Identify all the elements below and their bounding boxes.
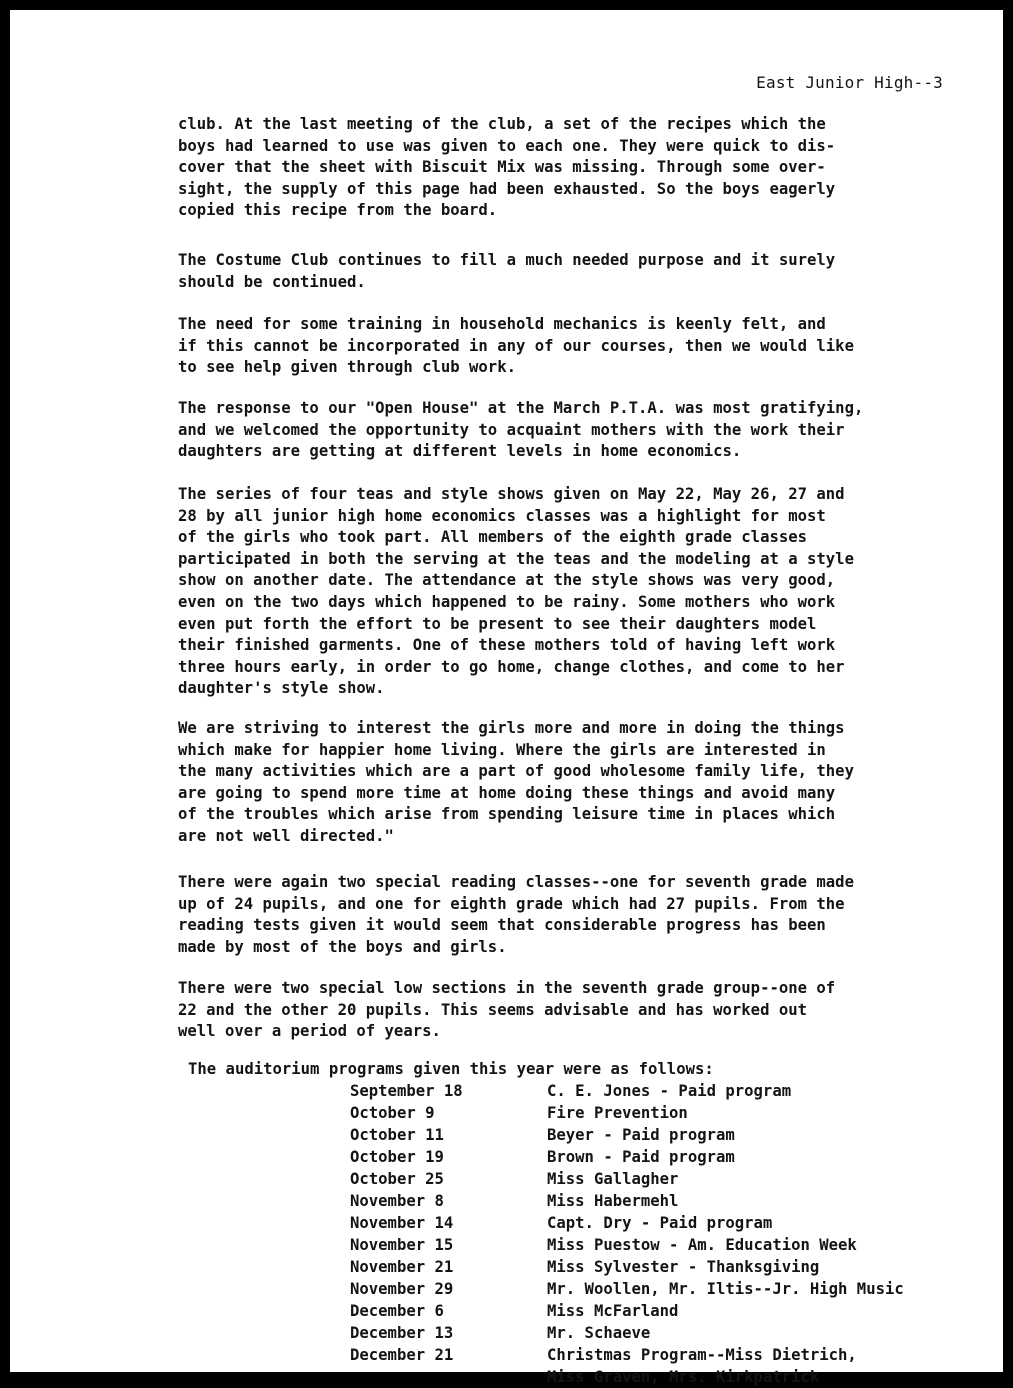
program-date: October 19: [350, 1148, 444, 1166]
program-date: October 11: [350, 1126, 444, 1144]
program-row: [350, 1212, 950, 1234]
program-date: September 18: [350, 1082, 463, 1100]
paragraph-home-living: We are striving to interest the girls more and more in doing the things which make for happier home living. Where the girls are interested in the many activities which are a part of good wholesome family life, they are going to spend more time at home doing these things and avoid many of the troubles which arise from spending leisure time in places which are not well directed.": [178, 719, 854, 845]
program-date: November 29: [350, 1280, 454, 1298]
program-row: [350, 1344, 950, 1386]
program-description: Christmas Program--Miss Dietrich, Miss Graven, Mrs. Kirkpatrick: [547, 1346, 857, 1386]
program-date: October 25: [350, 1170, 444, 1188]
paragraph-open-house: The response to our "Open House" at the March P.T.A. was most gratifying, and we welcomed the opportunity to acquaint mothers with the work their daughters are getting at different levels in home economics.: [178, 399, 864, 461]
paragraph-costume-club: The Costume Club continues to fill a much needed purpose and it surely should be continued.: [178, 251, 836, 291]
program-date: October 9: [350, 1104, 435, 1122]
program-description: Miss Habermehl: [547, 1192, 679, 1210]
program-date: December 13: [350, 1324, 454, 1342]
program-description: Capt. Dry - Paid program: [547, 1214, 773, 1232]
program-row: [350, 1322, 950, 1344]
program-description: Beyer - Paid program: [547, 1126, 735, 1144]
program-row: [350, 1190, 950, 1212]
program-row: [350, 1300, 950, 1322]
program-row: [350, 1146, 950, 1168]
program-row: [350, 1124, 950, 1146]
program-date: November 21: [350, 1258, 454, 1276]
programs-intro: The auditorium programs given this year were as follows:: [188, 1060, 714, 1078]
program-description: Miss Puestow - Am. Education Week: [547, 1236, 857, 1254]
program-date: December 6: [350, 1302, 444, 1320]
program-row: [350, 1102, 950, 1124]
program-row: [350, 1234, 950, 1256]
program-description: Mr. Schaeve: [547, 1324, 651, 1342]
program-date: November 15: [350, 1236, 454, 1254]
program-date: November 14: [350, 1214, 454, 1232]
program-description: C. E. Jones - Paid program: [547, 1082, 792, 1100]
program-row: [350, 1080, 950, 1102]
program-row: [350, 1278, 950, 1300]
program-date: November 8: [350, 1192, 444, 1210]
program-description: Miss Gallagher: [547, 1170, 679, 1188]
program-description: Mr. Woollen, Mr. Iltis--Jr. High Music: [547, 1280, 904, 1298]
program-description: Brown - Paid program: [547, 1148, 735, 1166]
program-row: [350, 1256, 950, 1278]
programs-list: [350, 1080, 950, 1386]
program-row: [350, 1168, 950, 1190]
paragraph-teas-style-shows: The series of four teas and style shows given on May 22, May 26, 27 and 28 by all junior high home economics classes was a highlight for most of the girls who took part. All members of the eighth grade classes participated in both the serving at the teas and the modeling at a style show on another date. The attendance at the style shows was very good, even on the two days which happened to be rainy. Some mothers who work even put forth the effort to be present to see their daughters model their finished garments. One of these mothers told of having left work three hours early, in order to go home, change clothes, and come to her daughter's style show.: [178, 485, 854, 698]
paragraph-reading-classes: There were again two special reading classes--one for seventh grade made up of 24 pupils, and one for eighth grade which had 27 pupils. From the reading tests given it would seem that considerable progress has been made by most of the boys and girls.: [178, 873, 854, 956]
paragraph-club-recipes: club. At the last meeting of the club, a set of the recipes which the boys had learned to use was given to each one. They were quick to dis- cover that the sheet with Biscuit Mix was missing. Through some over- sight, the supply of this page had been exhausted. So the boys eagerly copied this recipe from the board.: [178, 115, 836, 220]
program-description: Miss Sylvester - Thanksgiving: [547, 1258, 820, 1276]
paragraph-household-mechanics: The need for some training in household mechanics is keenly felt, and if this cannot be incorporated in any of our courses, then we would like to see help given through club work.: [178, 315, 854, 377]
running-head: East Junior High--3: [756, 73, 943, 92]
paragraph-low-sections: There were two special low sections in the seventh grade group--one of 22 and the other 20 pupils. This seems advisable and has worked out well over a period of years.: [178, 979, 836, 1041]
document-page: [10, 10, 1003, 1386]
program-description: Miss McFarland: [547, 1302, 679, 1320]
program-description: Fire Prevention: [547, 1104, 688, 1122]
program-date: December 21: [350, 1346, 454, 1364]
